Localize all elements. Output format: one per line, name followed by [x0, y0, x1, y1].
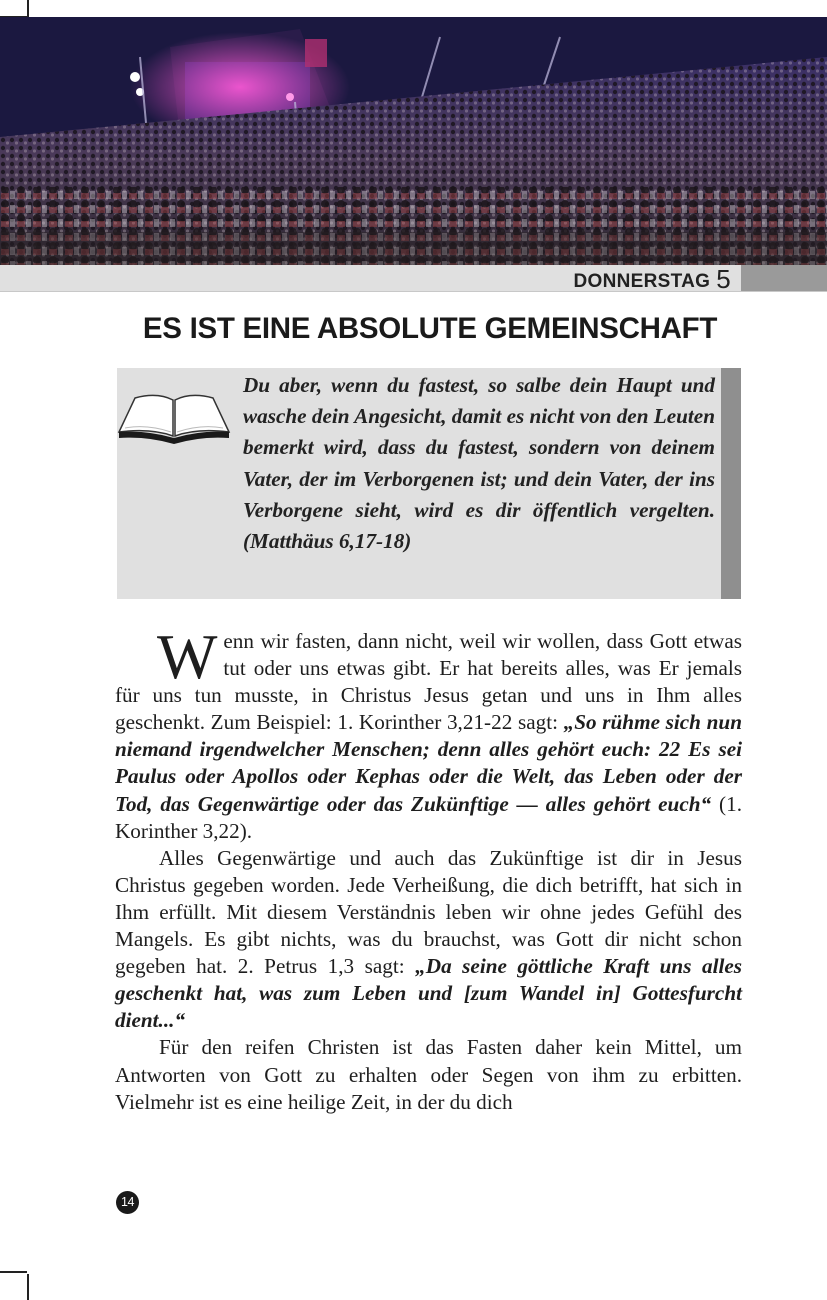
- article-body: [115, 621, 742, 1116]
- day-number: 5: [716, 264, 731, 294]
- page-number: 14: [116, 1191, 139, 1214]
- open-bible-icon: [117, 388, 231, 449]
- paragraph-1-quote: „So rühme sich nun niemand irgendwelcher Menschen; denn alles gehört euch: 22 Es sei Paulus oder Apollos oder Kephas oder die Welt, das Leben oder der Tod, das Gegenwärtige oder das Zukünftige — alles gehört euch“: [115, 710, 742, 816]
- paragraph-2-quote: „Da seine göttliche Kraft uns alles geschenkt hat, was zum Leben und [zum Wandel in] Gottesfurcht dient...“: [115, 954, 742, 1033]
- crowd-stage-illustration: [0, 17, 827, 265]
- day-band: [0, 265, 827, 292]
- paragraph-2-lead: Alles Gegenwärtige und auch das Zukünftige ist dir in Jesus Christus gegeben worden. Jede Verheißung, die dich betrifft, hat sich in Ihm erfüllt. Mit diesem Verständnis leben wir ohne jedes Gefühl des Mangels. Es gibt nichts, was du brauchst, was Gott dir nicht schon gegeben hat. 2. Petrus 1,3 sagt:: [115, 845, 742, 979]
- crop-mark-bottom-left-horizontal: [0, 1271, 27, 1273]
- day-label: [573, 264, 731, 294]
- paragraph-1: [115, 621, 742, 845]
- weekday-text: DONNERSTAG: [573, 271, 711, 292]
- paragraph-2: [115, 845, 742, 1035]
- paragraph-1-reference: (1. Korinther 3,22).: [115, 791, 742, 843]
- page-title: ES IST EINE ABSOLUTE GEMEINSCHAFT: [142, 312, 718, 345]
- scripture-box-accent-bar: [721, 368, 741, 599]
- scripture-text: Du aber, wenn du fastest, so salbe dein Haupt und wasche dein Angesicht, damit es nicht von den Leuten bemerkt wird, dass du fastest, sondern von deinem Vater, der im Verborgenen ist; und dein Vater, der ins Verborgene sieht, wird es dir öffentlich vergelten. (Matthäus 6,17-18): [243, 373, 715, 554]
- paragraph-3: Für den reifen Christen ist das Fasten daher kein Mittel, um Antworten von Gott zu erhalten oder Segen von ihm zu erbitten. Vielmehr ist es eine heilige Zeit, in der du dich: [115, 1035, 742, 1114]
- crop-mark-bottom-left-vertical: [27, 1274, 29, 1300]
- crop-mark-top-left-vertical: [27, 0, 29, 17]
- paragraph-1-lead: enn wir fasten, dann nicht, weil wir wollen, dass Gott etwas tut oder uns etwas gibt. Er hat bereits alles, was Er jemals für uns tun musste, in Christus Jesus getan und uns in Ihm alles geschenkt. Zum Beispiel: 1. Korinther 3,21-22 sagt:: [115, 629, 742, 735]
- scripture-box: [117, 368, 741, 599]
- header-photo: [0, 17, 827, 265]
- day-band-accent: [741, 265, 827, 291]
- drop-cap: W: [157, 621, 218, 692]
